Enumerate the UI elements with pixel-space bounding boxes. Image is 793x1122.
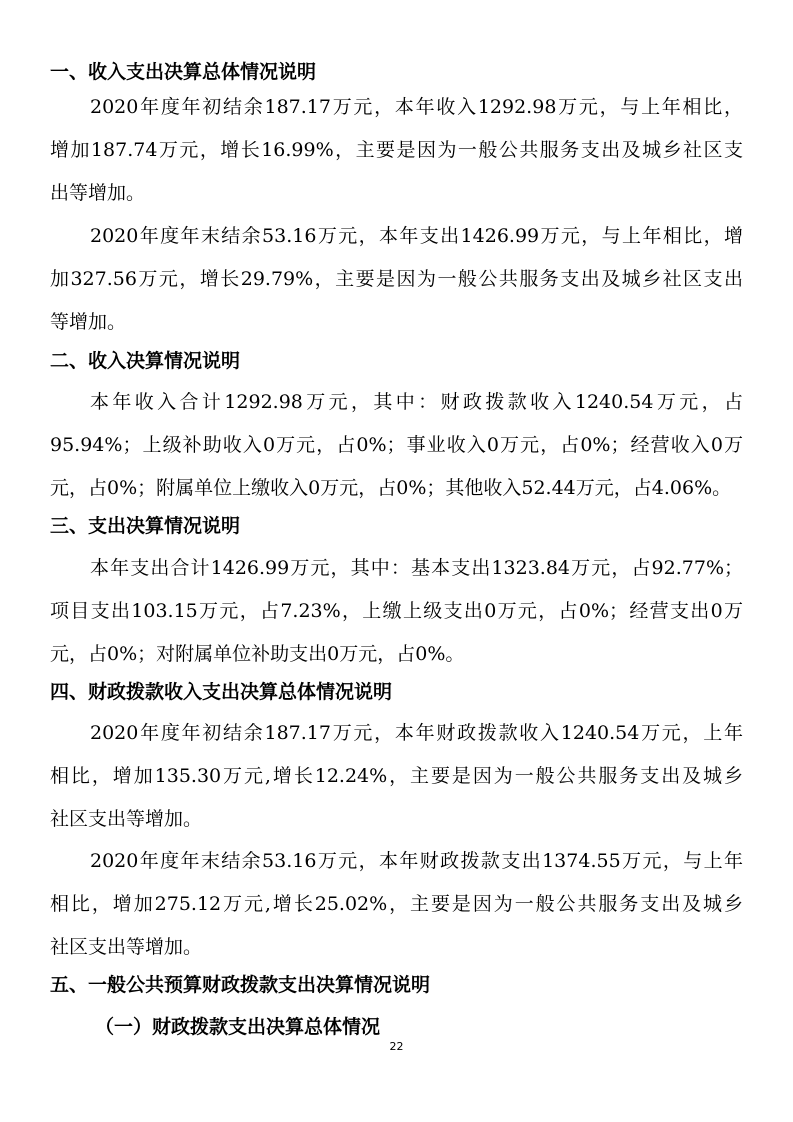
section-heading: 四、财政拨款收入支出决算总体情况说明 xyxy=(50,681,393,703)
text-line: 社区支出等增加。 xyxy=(50,936,203,958)
section-heading: 五、一般公共预算财政拨款支出决算情况说明 xyxy=(50,974,431,996)
text-line: 2020年度年初结余187.17万元，本年财政拨款收入1240.54万元，上年 xyxy=(90,722,743,744)
page-number: 22 xyxy=(389,1040,404,1053)
text-line: 相比，增加135.30万元,增长12.24%，主要是因为一般公共服务支出及城乡 xyxy=(50,765,743,787)
paragraph xyxy=(50,712,743,841)
text-line: 相比，增加275.12万元,增长25.02%，主要是因为一般公共服务支出及城乡 xyxy=(50,893,743,915)
text-line: 95.94%；上级补助收入0万元，占0%；事业收入0万元，占0%；经营收入0万 xyxy=(50,434,743,456)
text-line: 元，占0%；对附属单位补助支出0万元，占0%。 xyxy=(50,643,465,665)
text-line: 2020年度年末结余53.16万元，本年财政拨款支出1374.55万元，与上年 xyxy=(90,850,743,872)
text-line: 2020年度年初结余187.17万元，本年收入1292.98万元，与上年相比， xyxy=(90,96,743,118)
paragraph xyxy=(50,840,743,969)
text-line: 出等增加。 xyxy=(50,182,146,204)
subsection-heading: （一）财政拨款支出决算总体情况 xyxy=(95,1016,381,1038)
text-line: 本年支出合计1426.99万元，其中：基本支出1323.84万元，占92.77%； xyxy=(90,557,743,579)
section-heading: 二、收入决算情况说明 xyxy=(50,350,241,372)
text-line: 等增加。 xyxy=(50,311,127,333)
paragraph xyxy=(50,215,743,344)
text-line: 社区支出等增加。 xyxy=(50,808,203,830)
paragraph xyxy=(50,86,743,215)
text-line: 增加187.74万元，增长16.99%，主要是因为一般公共服务支出及城乡社区支 xyxy=(50,139,743,161)
paragraph xyxy=(50,547,743,676)
text-line: 元，占0%；附属单位上缴收入0万元，占0%；其他收入52.44万元，占4.06%。 xyxy=(50,477,732,499)
paragraph xyxy=(50,381,743,510)
text-line: 本年收入合计1292.98万元，其中：财政拨款收入1240.54万元，占 xyxy=(90,391,743,413)
section-heading: 一、收入支出决算总体情况说明 xyxy=(50,61,317,83)
section-heading: 三、支出决算情况说明 xyxy=(50,515,241,537)
text-line: 项目支出103.15万元，占7.23%，上缴上级支出0万元，占0%；经营支出0万 xyxy=(50,600,743,622)
text-line: 加327.56万元，增长29.79%，主要是因为一般公共服务支出及城乡社区支出 xyxy=(50,268,743,290)
text-line: 2020年度年末结余53.16万元，本年支出1426.99万元，与上年相比，增 xyxy=(90,225,743,247)
